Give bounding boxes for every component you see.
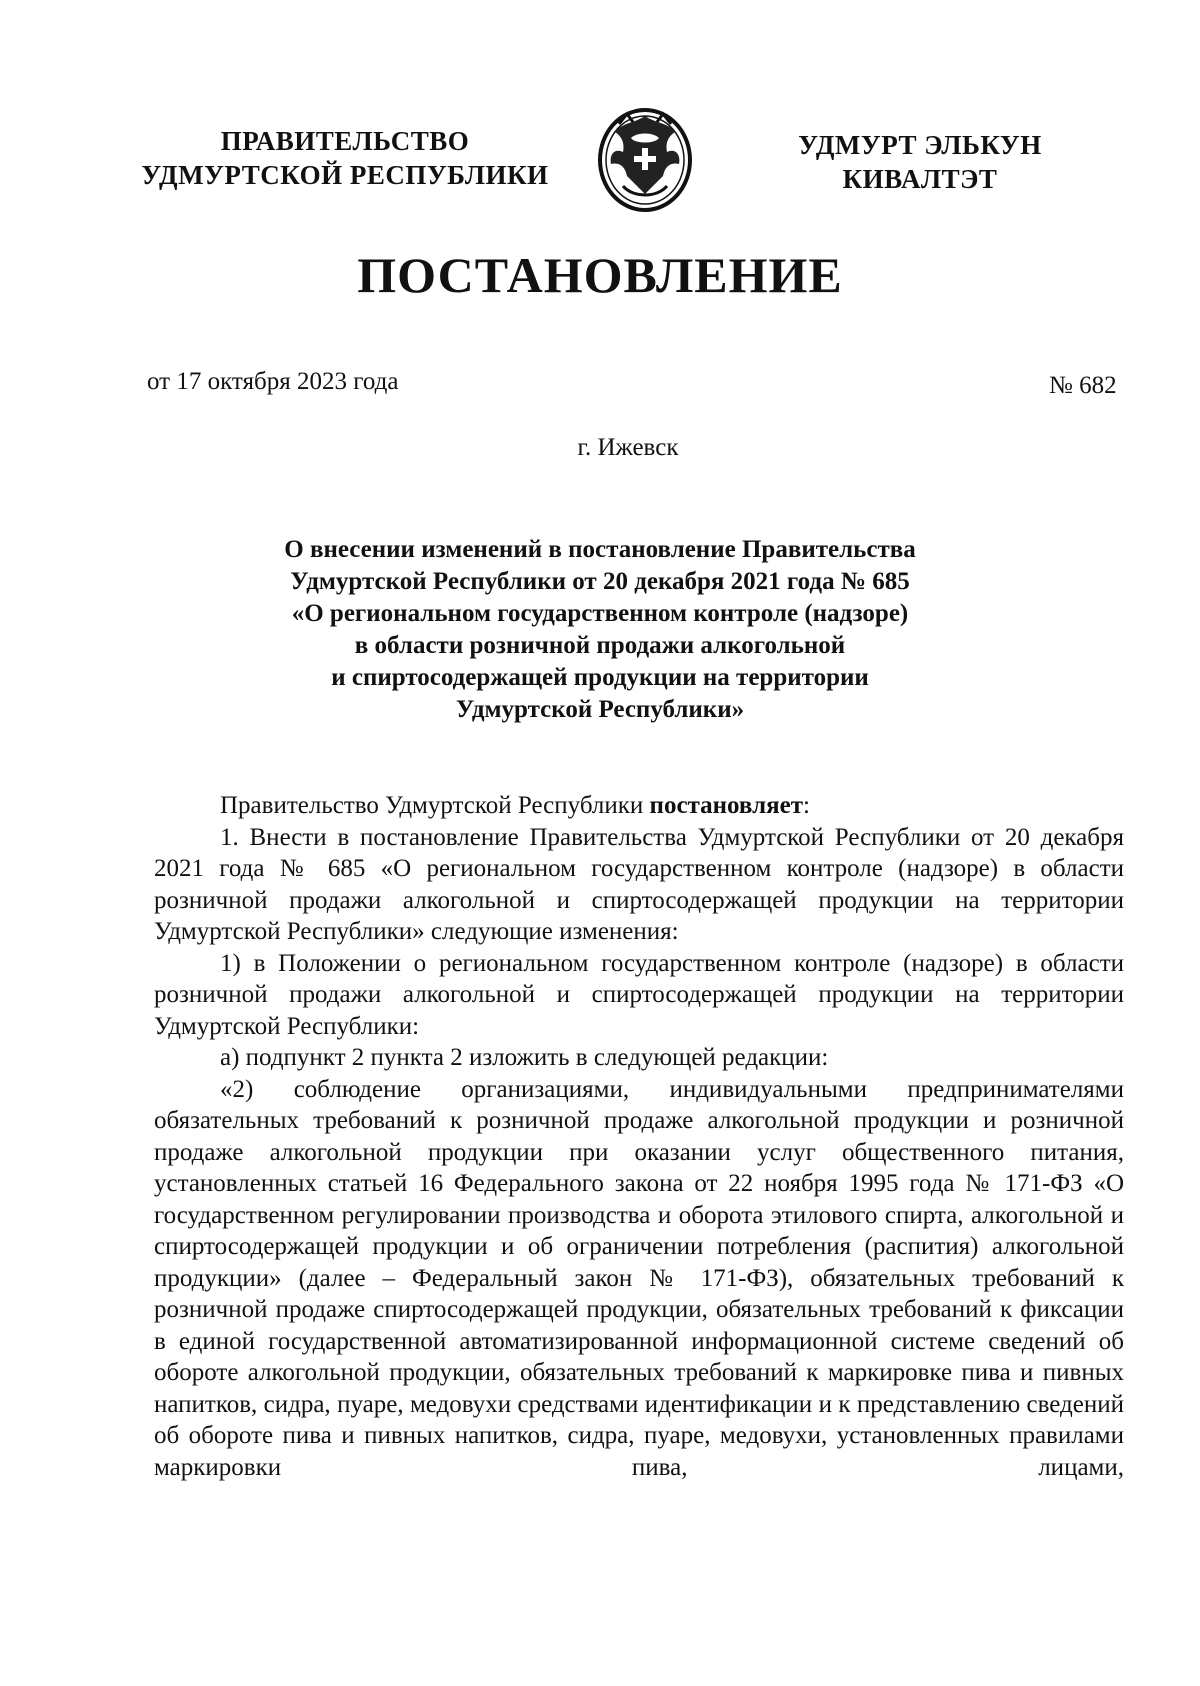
title-line: в области розничной продажи алкогольной bbox=[354, 632, 846, 659]
paragraph-4: «2) соблюдение организациями, индивидуальными предпринимателями обязательных требований к розничной продаже алкогольной продукции и розничной продаже алкогольной продукции при оказании услуг общественного питания, установленных статьей 16 Федерального закона от 22 ноября 1995 года № 171-ФЗ «О государственном регулировании производства и оборота этилового спирта, алкогольной и спиртосодержащей продукции и об ограничении потребления (распития) алкогольной продукции» (далее – Федеральный закон № 171-ФЗ), обязательных требований к розничной продаже спиртосодержащей продукции, обязательных требований к фиксации в единой государственной автоматизированной информационной системе сведений об обороте алкогольной продукции, обязательных требований к маркировке пива и пивных напитков, сидра, пуаре, медовухи средствами идентификации и к представлению сведений об обороте пива и пивных напитков, сидра, пуаре, медовухи, установленных правилами маркировки пива, лицами, bbox=[154, 1075, 1124, 1481]
government-name-line: КИВАЛТЭТ bbox=[842, 164, 998, 194]
title-line: «О региональном государственном контроле (надзоре) bbox=[291, 600, 909, 627]
document-title bbox=[160, 534, 1040, 726]
coat-of-arms-emblem bbox=[593, 102, 697, 214]
government-name-line: ПРАВИТЕЛЬСТВО bbox=[220, 126, 470, 156]
document-date: от 17 октября 2023 года bbox=[147, 368, 399, 395]
government-name-udmurt bbox=[770, 128, 1070, 196]
intro-bold-verb: постановляет bbox=[649, 792, 804, 819]
city-label: г. Ижевск bbox=[577, 434, 679, 461]
document-type-heading: ПОСТАНОВЛЕНИЕ bbox=[357, 247, 843, 303]
document-body bbox=[154, 790, 1124, 1483]
paragraph-2: 1) в Положении о региональном государственном контроле (надзоре) в области розничной продажи алкогольной и спиртосодержащей продукции на территории Удмуртской Республики: bbox=[154, 949, 1124, 1040]
document-city bbox=[0, 434, 1200, 462]
intro-text: Правительство Удмуртской Республики bbox=[220, 792, 650, 819]
government-name-russian bbox=[120, 124, 570, 192]
paragraph-1: 1. Внести в постановление Правительства Удмуртской Республики от 20 декабря 2021 года № 685 «О региональном государственном контроле (надзоре) в области розничной продажи алкогольной и спиртосодержащей продукции на территории Удмуртской Республики» следующие изменения: bbox=[154, 823, 1124, 945]
intro-paragraph bbox=[154, 790, 1124, 822]
title-line: О внесении изменений в постановление Правительства bbox=[284, 536, 916, 563]
title-line: и спиртосодержащей продукции на территории bbox=[331, 664, 869, 691]
paragraph-3: а) подпункт 2 пункта 2 изложить в следующей редакции: bbox=[220, 1044, 829, 1071]
government-name-line: УДМУРТ ЭЛЬКУН bbox=[798, 130, 1042, 160]
government-name-line: УДМУРТСКОЙ РЕСПУБЛИКИ bbox=[141, 160, 549, 190]
title-line: Удмуртской Республики» bbox=[455, 696, 745, 723]
title-line: Удмуртской Республики от 20 декабря 2021 года № 685 bbox=[290, 568, 910, 595]
intro-end: : bbox=[803, 792, 810, 819]
document-number: № 682 bbox=[1049, 372, 1117, 399]
